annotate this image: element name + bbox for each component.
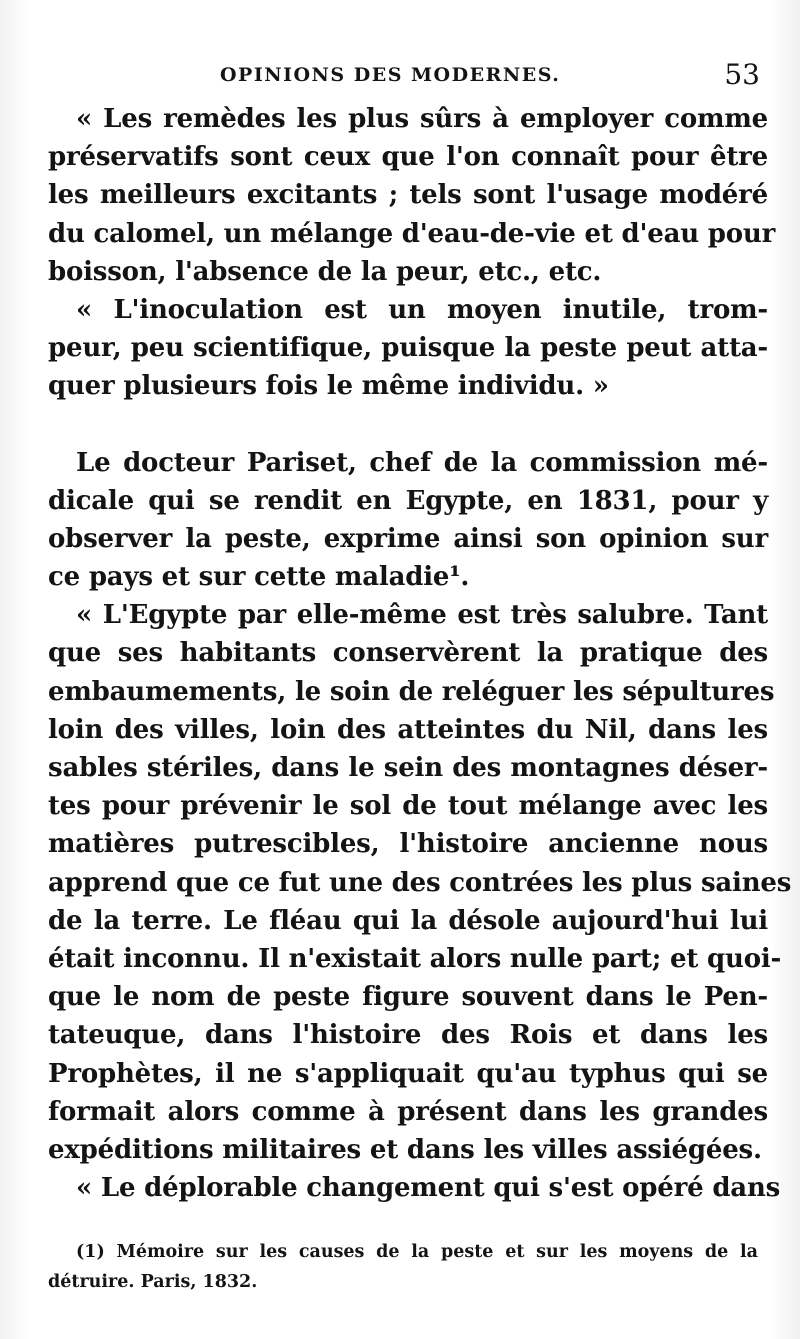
text-line: que ses habitants conservèrent la pratique des	[48, 638, 768, 669]
text-line: formait alors comme à présent dans les grandes	[48, 1096, 768, 1127]
text-line: était inconnu. Il n'existait alors nulle part; et quoi-	[48, 943, 782, 974]
text-line: loin des villes, loin des atteintes du Nil, dans les	[48, 714, 768, 745]
text-line: matières putrescibles, l'histoire ancienne nous	[48, 829, 768, 860]
page-header	[60, 58, 760, 98]
text-line: observer la peste, exprime ainsi son opinion sur	[48, 523, 768, 554]
text-line: « Le déplorable changement qui s'est opéré dans	[76, 1173, 781, 1204]
text-line: sables stériles, dans le sein des montagnes déser-	[48, 753, 768, 783]
text-line: du calomel, un mélange d'eau-de-vie et d'eau pour	[48, 218, 776, 249]
text-line: ce pays et sur cette maladie¹.	[48, 562, 470, 593]
text-line: préservatifs sont ceux que l'on connaît pour être	[48, 142, 768, 173]
footnote-line: (1) Mémoire sur les causes de la peste et sur les moyens de la	[76, 1242, 758, 1262]
text-line: les meilleurs excitants ; tels sont l'usage modéré	[48, 180, 768, 211]
text-line: « L'Egypte par elle-même est très salubre. Tant	[76, 600, 768, 631]
text-line: Le docteur Pariset, chef de la commission mé-	[76, 447, 768, 478]
text-line: quer plusieurs fois le même individu. »	[48, 371, 609, 402]
page-number: 53	[724, 58, 760, 91]
text-line: boisson, l'absence de la peur, etc., etc.	[48, 256, 602, 287]
text-line: de la terre. Le fléau qui la désole aujourd'hui lui	[48, 905, 768, 936]
text-line: « L'inoculation est un moyen inutile, trom-	[76, 294, 768, 325]
body-text	[48, 100, 792, 1207]
text-line: « Les remèdes les plus sûrs à employer comme	[76, 104, 768, 134]
text-line: embaumements, le soin de reléguer les sépultures	[48, 676, 775, 707]
text-line: tes pour prévenir le sol de tout mélange avec les	[48, 791, 768, 822]
text-line: dicale qui se rendit en Egypte, en 1831, pour y	[48, 485, 768, 516]
text-line: expéditions militaires et dans les villes assiégées.	[48, 1134, 762, 1165]
running-title: OPINIONS DES MODERNES.	[220, 64, 561, 86]
footnote-line: détruire. Paris, 1832.	[48, 1272, 258, 1292]
text-line: peur, peu scientifique, puisque la peste peut atta-	[48, 333, 768, 364]
footnotes	[48, 1237, 758, 1297]
text-line: Prophètes, il ne s'appliquait qu'au typhus qui se	[48, 1058, 768, 1089]
text-line: apprend que ce fut une des contrées les plus saines	[48, 867, 792, 898]
paragraph-gap	[48, 406, 768, 444]
text-line: tateuque, dans l'histoire des Rois et dans les	[48, 1020, 768, 1051]
text-line: que le nom de peste figure souvent dans le Pen-	[48, 982, 768, 1013]
